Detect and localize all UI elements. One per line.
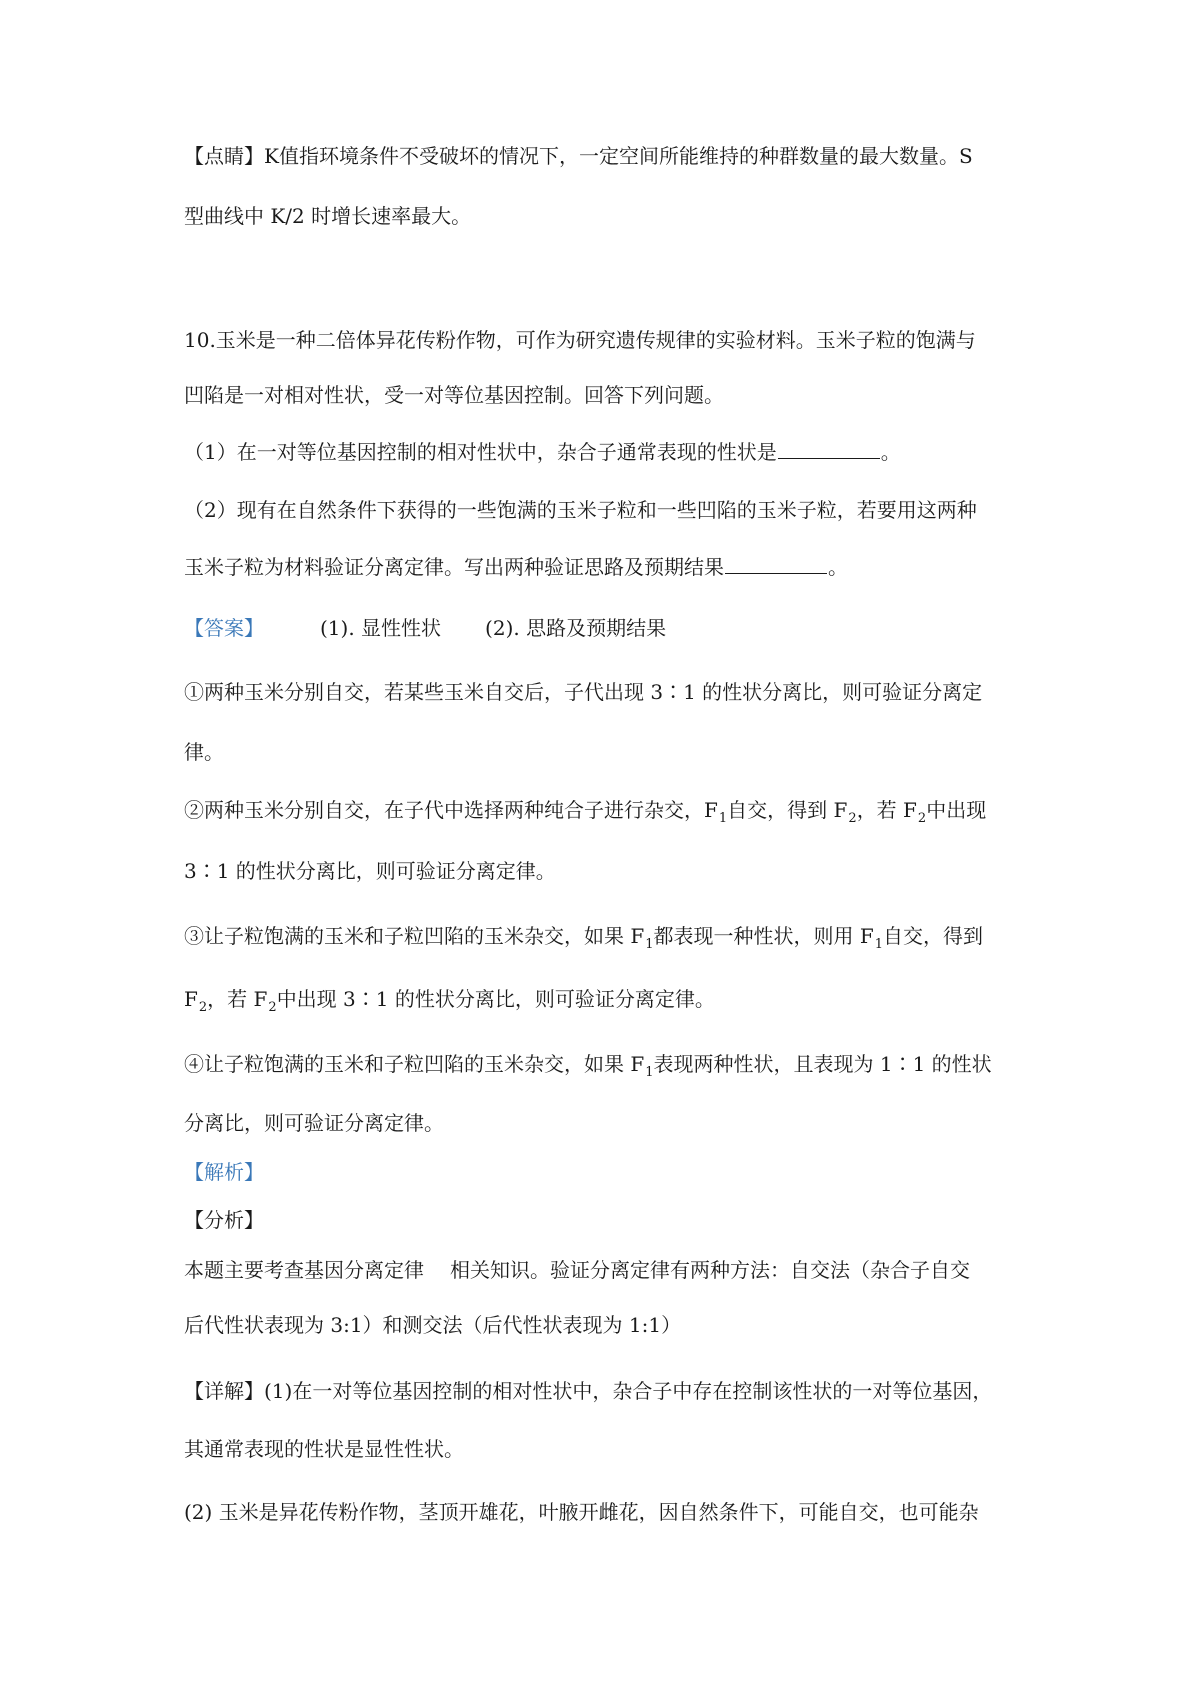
xiangjie-line-1: 【详解】(1)在一对等位基因控制的相对性状中，杂合子中存在控制该性状的一对等位基因， [184,1379,993,1403]
answer-item-4-line-1: ④让子粒饱满的玉米和子粒凹陷的玉米杂交，如果 $F_1$表现两种性状，且表现为 1∶1 的性状 [184,1052,992,1080]
question-stem-line-2: 凹陷是一对相对性状，受一对等位基因控制。回答下列问题。 [184,383,724,407]
xiangjie-line-2: 其通常表现的性状是显性性状。 [184,1437,464,1461]
question-part-2-line-2: 玉米子粒为材料验证分离定律。写出两种验证思路及预期结果 。 [184,555,848,579]
answer-blank-2 [725,553,827,574]
question-stem-line-1: 10.玉米是一种二倍体异花传粉作物，可作为研究遗传规律的实验材料。玉米子粒的饱满与 [184,328,976,352]
answer-item-1-line-1: ①两种玉米分别自交，若某些玉米自交后，子代出现 3∶1 的性状分离比，则可验证分离定 [184,680,983,704]
answer-blank-1 [778,438,880,459]
question-part-2-line-1: （2）现有在自然条件下获得的一些饱满的玉米子粒和一些凹陷的玉米子粒，若要用这两种 [184,498,977,522]
analysis-label: 【解析】 [184,1160,264,1184]
dianjing-label: 【点睛】 [184,144,264,168]
answer-item-3-line-1: ③让子粒饱满的玉米和子粒凹陷的玉米杂交，如果 $F_1$都表现一种性状，则用 $F_1$自交，得到 [184,924,984,952]
answer-label: 【答案】 [184,616,264,640]
fenxi-line-1: 本题主要考查基因分离定律 相关知识。验证分离定律有两种方法：自交法（杂合子自交 [184,1258,970,1282]
question-part-1: （1）在一对等位基因控制的相对性状中，杂合子通常表现的性状是 。 [184,440,901,464]
dianjing-line-1: 【点睛】K值指环境条件不受破坏的情况下，一定空间所能维持的种群数量的最大数量。S [184,144,973,168]
answer-part-1: (1). 显性性状 [320,616,442,640]
answer-part-2: (2). 思路及预期结果 [485,616,667,640]
answer-item-2-line-1: ②两种玉米分别自交，在子代中选择两种纯合子进行杂交，$F_1$自交，得到 $F_2$，若 $F_2$中出现 [184,798,987,826]
answer-item-3-line-2: $F_2$，若 $F_2$中出现 3∶1 的性状分离比，则可验证分离定律。 [184,987,715,1015]
fenxi-line-2: 后代性状表现为 3:1）和测交法（后代性状表现为 1:1） [184,1313,682,1337]
answer-item-4-line-2: 分离比，则可验证分离定律。 [184,1111,444,1135]
fenxi-label: 【分析】 [184,1208,264,1232]
answer-item-1-line-2: 律。 [184,740,224,764]
xiangjie-line-3: (2) 玉米是异花传粉作物，茎顶开雄花，叶腋开雌花，因自然条件下，可能自交，也可能杂 [184,1500,979,1524]
dianjing-line-2: 型曲线中 K/2 时增长速率最大。 [184,204,472,228]
answer-header [184,614,666,642]
answer-item-2-line-2: 3∶1 的性状分离比，则可验证分离定律。 [184,859,556,883]
xiangjie-label: 【详解】 [184,1379,264,1403]
